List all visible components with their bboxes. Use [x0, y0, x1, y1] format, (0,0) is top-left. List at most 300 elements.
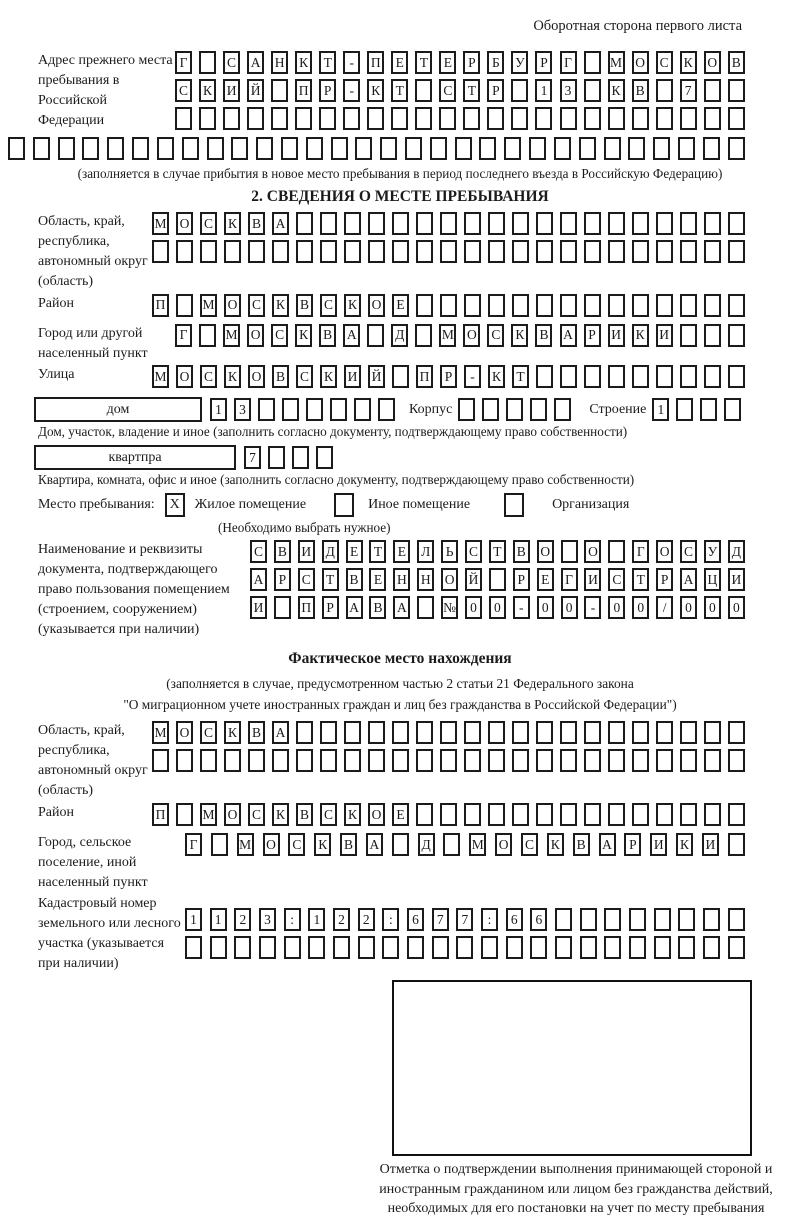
char-cell[interactable] [319, 107, 336, 130]
char-cell[interactable]: М [469, 833, 486, 856]
char-cell[interactable]: : [284, 908, 301, 931]
char-cell[interactable]: О [368, 803, 385, 826]
char-cell[interactable]: В [319, 324, 336, 347]
char-cell[interactable] [700, 398, 717, 421]
char-cell[interactable] [608, 107, 625, 130]
char-cell[interactable] [440, 803, 457, 826]
char-cell[interactable]: О [495, 833, 512, 856]
char-cell[interactable]: П [416, 365, 433, 388]
char-cell[interactable]: С [439, 79, 456, 102]
char-cell[interactable]: П [298, 596, 315, 619]
char-cell[interactable] [224, 749, 241, 772]
char-cell[interactable]: С [296, 365, 313, 388]
char-cell[interactable] [536, 803, 553, 826]
char-cell[interactable]: - [343, 79, 360, 102]
char-cell[interactable] [306, 137, 323, 160]
char-cell[interactable] [560, 803, 577, 826]
char-cell[interactable]: В [272, 365, 289, 388]
char-cell[interactable] [728, 212, 745, 235]
char-cell[interactable] [176, 803, 193, 826]
char-cell[interactable]: М [200, 803, 217, 826]
char-cell[interactable] [392, 721, 409, 744]
char-cell[interactable] [132, 137, 149, 160]
char-cell[interactable]: К [224, 212, 241, 235]
char-cell[interactable] [199, 107, 216, 130]
char-cell[interactable]: С [200, 365, 217, 388]
char-cell[interactable] [199, 51, 216, 74]
checkbox-zhiloe[interactable]: X [165, 493, 185, 517]
char-cell[interactable]: 1 [308, 908, 325, 931]
char-cell[interactable]: Е [392, 803, 409, 826]
char-cell[interactable]: С [608, 568, 625, 591]
char-cell[interactable] [320, 749, 337, 772]
char-cell[interactable]: 2 [358, 908, 375, 931]
char-cell[interactable] [728, 803, 745, 826]
char-cell[interactable] [259, 936, 276, 959]
char-cell[interactable] [308, 936, 325, 959]
char-cell[interactable] [632, 749, 649, 772]
char-cell[interactable]: А [272, 721, 289, 744]
char-cell[interactable]: У [704, 540, 721, 563]
char-cell[interactable] [358, 936, 375, 959]
char-cell[interactable]: О [248, 365, 265, 388]
char-cell[interactable]: Е [393, 540, 410, 563]
char-cell[interactable] [271, 107, 288, 130]
char-cell[interactable]: 6 [407, 908, 424, 931]
char-cell[interactable] [488, 803, 505, 826]
char-cell[interactable] [464, 240, 481, 263]
char-cell[interactable]: Ь [441, 540, 458, 563]
char-cell[interactable] [440, 721, 457, 744]
char-cell[interactable] [247, 107, 264, 130]
char-cell[interactable] [678, 908, 695, 931]
char-cell[interactable] [488, 721, 505, 744]
char-cell[interactable]: В [513, 540, 530, 563]
char-cell[interactable]: Г [560, 51, 577, 74]
char-cell[interactable]: - [343, 51, 360, 74]
char-cell[interactable] [656, 79, 673, 102]
char-cell[interactable] [512, 803, 529, 826]
char-cell[interactable] [608, 240, 625, 263]
char-cell[interactable]: А [560, 324, 577, 347]
char-cell[interactable] [258, 398, 275, 421]
char-cell[interactable]: А [272, 212, 289, 235]
char-cell[interactable]: 0 [537, 596, 554, 619]
char-cell[interactable] [440, 212, 457, 235]
char-cell[interactable]: К [320, 365, 337, 388]
char-cell[interactable] [680, 365, 697, 388]
char-cell[interactable]: П [152, 294, 169, 317]
char-cell[interactable]: Р [513, 568, 530, 591]
char-cell[interactable]: К [295, 51, 312, 74]
char-cell[interactable] [488, 294, 505, 317]
char-cell[interactable]: Т [391, 79, 408, 102]
char-cell[interactable]: В [573, 833, 590, 856]
char-cell[interactable] [535, 107, 552, 130]
char-cell[interactable]: 0 [561, 596, 578, 619]
char-cell[interactable]: М [223, 324, 240, 347]
char-cell[interactable] [632, 365, 649, 388]
char-cell[interactable]: В [296, 803, 313, 826]
checkbox-org[interactable] [504, 493, 524, 517]
char-cell[interactable]: 3 [560, 79, 577, 102]
char-cell[interactable] [392, 365, 409, 388]
char-cell[interactable] [416, 721, 433, 744]
char-cell[interactable]: Б [487, 51, 504, 74]
char-cell[interactable] [512, 240, 529, 263]
char-cell[interactable] [344, 212, 361, 235]
char-cell[interactable] [152, 749, 169, 772]
char-cell[interactable] [8, 137, 25, 160]
char-cell[interactable] [274, 596, 291, 619]
char-cell[interactable]: И [608, 324, 625, 347]
char-cell[interactable] [295, 107, 312, 130]
char-cell[interactable] [481, 936, 498, 959]
char-cell[interactable] [728, 240, 745, 263]
char-cell[interactable] [479, 137, 496, 160]
char-cell[interactable]: М [152, 365, 169, 388]
char-cell[interactable] [604, 137, 621, 160]
char-cell[interactable]: Й [368, 365, 385, 388]
char-cell[interactable] [367, 324, 384, 347]
char-cell[interactable] [368, 212, 385, 235]
char-cell[interactable]: А [247, 51, 264, 74]
char-cell[interactable]: А [599, 833, 616, 856]
char-cell[interactable]: М [439, 324, 456, 347]
char-cell[interactable] [604, 908, 621, 931]
char-cell[interactable]: К [676, 833, 693, 856]
char-cell[interactable]: Е [346, 540, 363, 563]
char-cell[interactable] [579, 137, 596, 160]
char-cell[interactable]: Р [624, 833, 641, 856]
char-cell[interactable] [382, 936, 399, 959]
char-cell[interactable]: О [368, 294, 385, 317]
char-cell[interactable] [529, 137, 546, 160]
char-cell[interactable] [656, 240, 673, 263]
char-cell[interactable] [608, 721, 625, 744]
char-cell[interactable]: П [367, 51, 384, 74]
char-cell[interactable]: Е [537, 568, 554, 591]
char-cell[interactable] [632, 803, 649, 826]
char-cell[interactable] [458, 398, 475, 421]
char-cell[interactable] [368, 749, 385, 772]
char-cell[interactable] [439, 107, 456, 130]
char-cell[interactable] [530, 398, 547, 421]
char-cell[interactable]: 1 [652, 398, 669, 421]
char-cell[interactable] [182, 137, 199, 160]
char-cell[interactable]: О [224, 803, 241, 826]
char-cell[interactable]: У [511, 51, 528, 74]
char-cell[interactable]: Д [391, 324, 408, 347]
char-cell[interactable] [629, 936, 646, 959]
char-cell[interactable] [628, 137, 645, 160]
char-cell[interactable] [656, 749, 673, 772]
char-cell[interactable]: Т [415, 51, 432, 74]
char-cell[interactable] [489, 568, 506, 591]
char-cell[interactable]: - [584, 596, 601, 619]
char-cell[interactable]: В [340, 833, 357, 856]
char-cell[interactable] [560, 107, 577, 130]
char-cell[interactable] [536, 212, 553, 235]
char-cell[interactable] [632, 212, 649, 235]
char-cell[interactable] [704, 212, 721, 235]
char-cell[interactable] [728, 365, 745, 388]
char-cell[interactable] [656, 212, 673, 235]
char-cell[interactable]: С [288, 833, 305, 856]
char-cell[interactable] [176, 749, 193, 772]
char-cell[interactable] [703, 936, 720, 959]
char-cell[interactable] [199, 324, 216, 347]
char-cell[interactable]: А [393, 596, 410, 619]
char-cell[interactable] [584, 79, 601, 102]
char-cell[interactable]: Г [185, 833, 202, 856]
char-cell[interactable]: Р [274, 568, 291, 591]
char-cell[interactable]: / [656, 596, 673, 619]
char-cell[interactable] [632, 294, 649, 317]
char-cell[interactable] [703, 137, 720, 160]
char-cell[interactable]: В [346, 568, 363, 591]
char-cell[interactable] [560, 294, 577, 317]
char-cell[interactable] [405, 137, 422, 160]
char-cell[interactable]: К [344, 803, 361, 826]
char-cell[interactable] [331, 137, 348, 160]
char-cell[interactable] [292, 446, 309, 469]
char-cell[interactable]: Е [439, 51, 456, 74]
checkbox-inoe[interactable] [334, 493, 354, 517]
char-cell[interactable]: 3 [259, 908, 276, 931]
char-cell[interactable]: - [513, 596, 530, 619]
char-cell[interactable]: 1 [535, 79, 552, 102]
char-cell[interactable]: С [223, 51, 240, 74]
char-cell[interactable] [355, 137, 372, 160]
char-cell[interactable]: С [175, 79, 192, 102]
char-cell[interactable] [604, 936, 621, 959]
char-cell[interactable] [680, 212, 697, 235]
char-cell[interactable] [306, 398, 323, 421]
char-cell[interactable] [560, 721, 577, 744]
char-cell[interactable]: 7 [432, 908, 449, 931]
char-cell[interactable] [632, 721, 649, 744]
char-cell[interactable] [680, 749, 697, 772]
char-cell[interactable] [368, 240, 385, 263]
char-cell[interactable] [488, 240, 505, 263]
char-cell[interactable] [464, 749, 481, 772]
char-cell[interactable] [58, 137, 75, 160]
char-cell[interactable]: М [608, 51, 625, 74]
char-cell[interactable] [656, 803, 673, 826]
char-cell[interactable]: М [237, 833, 254, 856]
char-cell[interactable] [282, 398, 299, 421]
char-cell[interactable]: 0 [489, 596, 506, 619]
char-cell[interactable]: В [296, 294, 313, 317]
char-cell[interactable]: Т [489, 540, 506, 563]
char-cell[interactable]: К [314, 833, 331, 856]
char-cell[interactable] [512, 212, 529, 235]
char-cell[interactable]: 1 [210, 908, 227, 931]
char-cell[interactable] [680, 324, 697, 347]
char-cell[interactable]: Е [392, 294, 409, 317]
char-cell[interactable]: Ц [704, 568, 721, 591]
char-cell[interactable] [608, 294, 625, 317]
char-cell[interactable] [330, 398, 347, 421]
char-cell[interactable] [378, 398, 395, 421]
char-cell[interactable]: К [680, 51, 697, 74]
char-cell[interactable] [724, 398, 741, 421]
char-cell[interactable] [416, 749, 433, 772]
char-cell[interactable] [555, 908, 572, 931]
char-cell[interactable]: Т [632, 568, 649, 591]
char-cell[interactable] [82, 137, 99, 160]
char-cell[interactable] [392, 749, 409, 772]
char-cell[interactable]: Й [465, 568, 482, 591]
char-cell[interactable]: Р [463, 51, 480, 74]
char-cell[interactable] [704, 107, 721, 130]
char-cell[interactable] [561, 540, 578, 563]
char-cell[interactable]: О [176, 212, 193, 235]
char-cell[interactable]: И [344, 365, 361, 388]
char-cell[interactable] [728, 79, 745, 102]
char-cell[interactable] [344, 240, 361, 263]
char-cell[interactable] [234, 936, 251, 959]
char-cell[interactable] [608, 540, 625, 563]
char-cell[interactable] [584, 212, 601, 235]
char-cell[interactable] [704, 324, 721, 347]
char-cell[interactable]: К [295, 324, 312, 347]
char-cell[interactable]: О [463, 324, 480, 347]
char-cell[interactable] [728, 936, 745, 959]
char-cell[interactable]: В [248, 212, 265, 235]
char-cell[interactable] [284, 936, 301, 959]
char-cell[interactable] [584, 365, 601, 388]
char-cell[interactable] [536, 240, 553, 263]
char-cell[interactable]: С [320, 294, 337, 317]
char-cell[interactable] [608, 212, 625, 235]
char-cell[interactable]: Т [369, 540, 386, 563]
char-cell[interactable]: Р [322, 596, 339, 619]
char-cell[interactable]: Н [393, 568, 410, 591]
char-cell[interactable] [296, 749, 313, 772]
char-cell[interactable] [704, 365, 721, 388]
char-cell[interactable] [464, 212, 481, 235]
char-cell[interactable] [536, 749, 553, 772]
char-cell[interactable] [703, 908, 720, 931]
char-cell[interactable] [608, 749, 625, 772]
char-cell[interactable] [584, 51, 601, 74]
char-cell[interactable] [536, 365, 553, 388]
char-cell[interactable] [344, 721, 361, 744]
char-cell[interactable]: В [728, 51, 745, 74]
char-cell[interactable] [680, 294, 697, 317]
char-cell[interactable] [728, 908, 745, 931]
char-cell[interactable]: О [704, 51, 721, 74]
char-cell[interactable] [440, 294, 457, 317]
char-cell[interactable]: 7 [680, 79, 697, 102]
char-cell[interactable] [654, 908, 671, 931]
char-cell[interactable]: К [199, 79, 216, 102]
char-cell[interactable]: Н [271, 51, 288, 74]
char-cell[interactable]: Н [417, 568, 434, 591]
char-cell[interactable] [608, 803, 625, 826]
char-cell[interactable] [704, 721, 721, 744]
char-cell[interactable]: № [441, 596, 458, 619]
char-cell[interactable]: С [487, 324, 504, 347]
char-cell[interactable]: О [176, 365, 193, 388]
char-cell[interactable]: 0 [465, 596, 482, 619]
char-cell[interactable] [560, 365, 577, 388]
char-cell[interactable]: 3 [234, 398, 251, 421]
char-cell[interactable]: И [584, 568, 601, 591]
char-cell[interactable] [584, 107, 601, 130]
char-cell[interactable] [380, 137, 397, 160]
char-cell[interactable]: Г [632, 540, 649, 563]
char-cell[interactable] [464, 294, 481, 317]
char-cell[interactable] [175, 107, 192, 130]
char-cell[interactable] [416, 212, 433, 235]
char-cell[interactable]: И [702, 833, 719, 856]
char-cell[interactable] [455, 137, 472, 160]
char-cell[interactable]: К [488, 365, 505, 388]
char-cell[interactable] [296, 240, 313, 263]
char-cell[interactable] [272, 749, 289, 772]
char-cell[interactable]: Р [487, 79, 504, 102]
char-cell[interactable] [536, 294, 553, 317]
char-cell[interactable] [207, 137, 224, 160]
char-cell[interactable] [656, 365, 673, 388]
char-cell[interactable] [656, 721, 673, 744]
char-cell[interactable]: 7 [244, 446, 261, 469]
char-cell[interactable] [343, 107, 360, 130]
char-cell[interactable]: А [366, 833, 383, 856]
char-cell[interactable] [512, 749, 529, 772]
char-cell[interactable] [200, 749, 217, 772]
char-cell[interactable]: С [298, 568, 315, 591]
char-cell[interactable]: Д [418, 833, 435, 856]
char-cell[interactable] [632, 107, 649, 130]
char-cell[interactable]: С [271, 324, 288, 347]
char-cell[interactable] [176, 294, 193, 317]
char-cell[interactable] [354, 398, 371, 421]
char-cell[interactable]: Т [322, 568, 339, 591]
char-cell[interactable]: С [248, 803, 265, 826]
char-cell[interactable] [680, 803, 697, 826]
char-cell[interactable] [608, 365, 625, 388]
char-cell[interactable] [185, 936, 202, 959]
char-cell[interactable] [464, 721, 481, 744]
char-cell[interactable] [656, 294, 673, 317]
char-cell[interactable] [680, 240, 697, 263]
char-cell[interactable]: П [152, 803, 169, 826]
char-cell[interactable]: Р [656, 568, 673, 591]
char-cell[interactable] [555, 936, 572, 959]
char-cell[interactable]: И [650, 833, 667, 856]
char-cell[interactable] [464, 803, 481, 826]
char-cell[interactable]: В [535, 324, 552, 347]
char-cell[interactable]: М [152, 212, 169, 235]
char-cell[interactable]: Р [319, 79, 336, 102]
char-cell[interactable]: С [248, 294, 265, 317]
char-cell[interactable]: К [344, 294, 361, 317]
char-cell[interactable] [482, 398, 499, 421]
char-cell[interactable] [488, 749, 505, 772]
char-cell[interactable]: К [367, 79, 384, 102]
char-cell[interactable] [488, 212, 505, 235]
char-cell[interactable]: 0 [728, 596, 745, 619]
char-cell[interactable]: С [200, 212, 217, 235]
char-cell[interactable] [728, 721, 745, 744]
char-cell[interactable]: Д [728, 540, 745, 563]
char-cell[interactable] [440, 240, 457, 263]
char-cell[interactable]: С [656, 51, 673, 74]
